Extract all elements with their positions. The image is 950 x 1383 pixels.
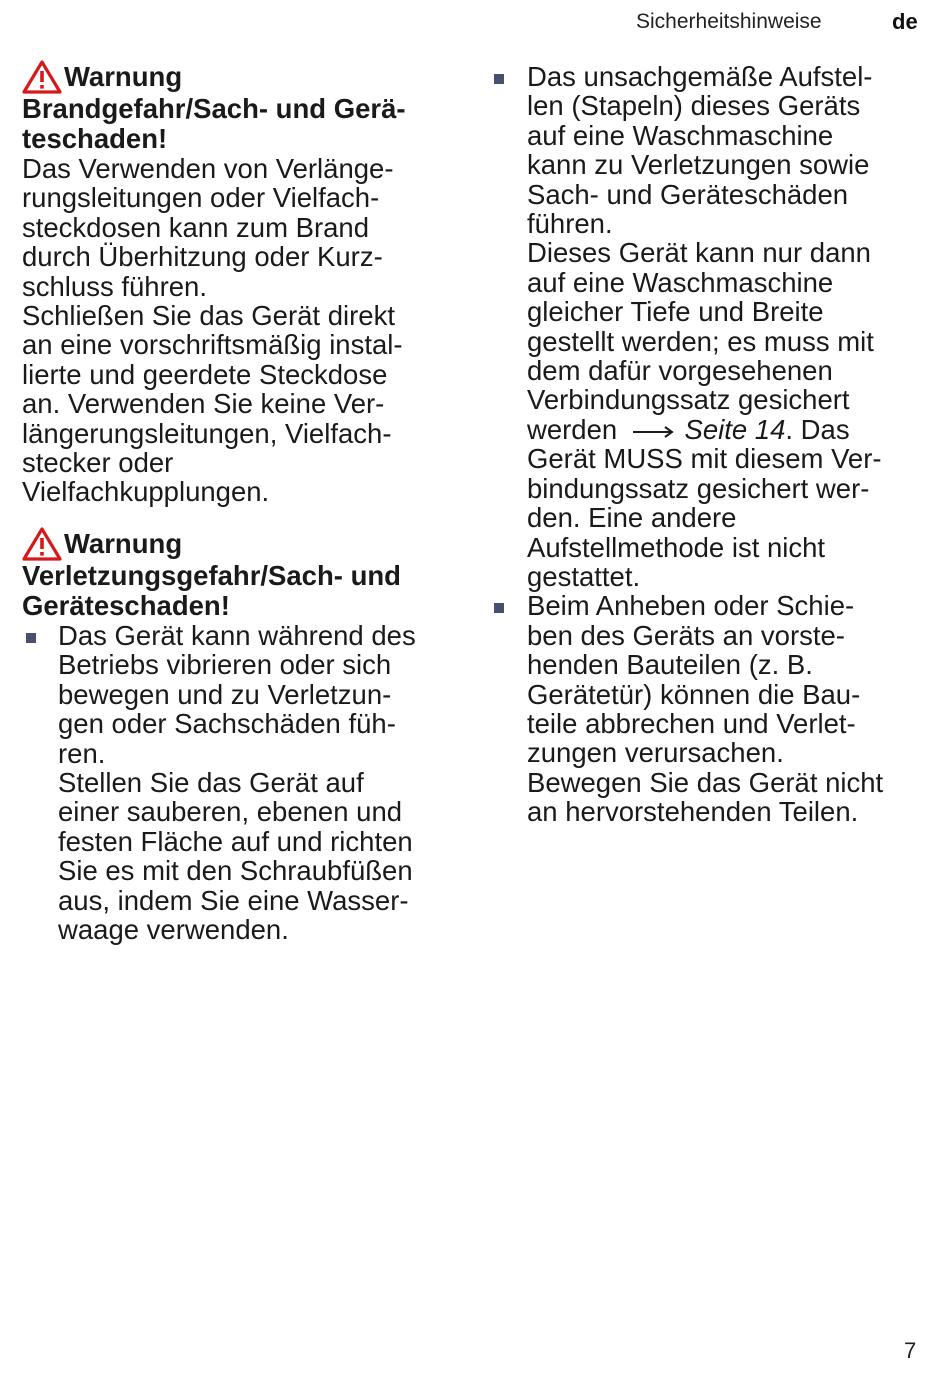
text-line: ren. bbox=[58, 737, 106, 769]
text-line: steckdosen kann zum Brand bbox=[22, 211, 369, 243]
warning-fire-heading bbox=[22, 60, 442, 154]
warning-label: Warnung bbox=[64, 527, 183, 559]
text-line: zungen verursachen. bbox=[527, 737, 784, 769]
text-line: kann zu Verletzungen sowie bbox=[527, 149, 870, 181]
text-line: auf eine Waschmaschine bbox=[527, 119, 834, 151]
bullet-square-icon bbox=[494, 603, 504, 613]
page-number: 7 bbox=[904, 1338, 917, 1363]
text-line: längerungsleitungen, Vielfach- bbox=[22, 417, 392, 449]
text-line: gleicher Tiefe und Breite bbox=[527, 296, 824, 328]
text-line: len (Stapeln) dieses Geräts bbox=[527, 90, 861, 122]
text-line: Schließen Sie das Gerät direkt bbox=[22, 300, 395, 332]
page-header bbox=[0, 8, 950, 38]
text-line: bindungssatz gesichert wer- bbox=[527, 472, 870, 504]
bullet-square-icon bbox=[26, 633, 36, 643]
text-line: Aufstellmethode ist nicht bbox=[527, 531, 826, 563]
text-line: Verbindungssatz gesichert bbox=[527, 384, 850, 416]
text-line: an hervorstehenden Teilen. bbox=[527, 796, 859, 828]
warning-label: Warnung bbox=[64, 61, 183, 92]
warning-title-line: teschaden! bbox=[22, 123, 168, 154]
list-item bbox=[490, 62, 930, 591]
warning-fire-body bbox=[22, 154, 442, 507]
text-line: ben des Geräts an vorste- bbox=[527, 619, 845, 651]
page-reference-line bbox=[527, 415, 930, 444]
text-line: bewegen und zu Verletzun- bbox=[58, 678, 392, 710]
text-line: Dieses Gerät kann nur dann bbox=[527, 237, 871, 269]
page-reference-link[interactable]: Seite 14 bbox=[684, 413, 786, 445]
text-line: aus, indem Sie eine Wasser- bbox=[58, 884, 409, 916]
text-line: durch Überhitzung oder Kurz- bbox=[22, 241, 383, 273]
warning-triangle-icon bbox=[22, 527, 62, 561]
text-line: henden Bauteilen (z. B. bbox=[527, 649, 813, 681]
language-code: de bbox=[892, 9, 918, 34]
text-line: teile abbrechen und Verlet- bbox=[527, 707, 856, 739]
text-line: Sie es mit den Schraubfüßen bbox=[58, 855, 413, 887]
text-line: Das Verwenden von Verlänge- bbox=[22, 153, 394, 184]
text-line: stecker oder bbox=[22, 447, 174, 479]
text-line: Gerätetür) können die Bau- bbox=[527, 678, 861, 710]
text-fragment: werden bbox=[527, 413, 618, 445]
text-line: einer sauberen, ebenen und bbox=[58, 796, 403, 828]
text-line: Vielfachkupplungen. bbox=[22, 476, 270, 508]
text-line: an eine vorschriftsmäßig instal- bbox=[22, 329, 403, 361]
text-line: lierte und geerdete Steckdose bbox=[22, 358, 388, 390]
text-line: gestattet. bbox=[527, 560, 641, 592]
text-line: Sach- und Geräteschäden bbox=[527, 178, 849, 210]
bullet-square-icon bbox=[494, 74, 504, 84]
text-line: führen. bbox=[527, 208, 613, 240]
text-line: Beim Anheben oder Schie- bbox=[527, 590, 855, 622]
text-line: rungsleitungen oder Vielfach- bbox=[22, 182, 380, 214]
text-line: den. Eine andere bbox=[527, 502, 737, 534]
text-line: waage verwenden. bbox=[58, 913, 289, 945]
text-line: Gerät MUSS mit diesem Ver- bbox=[527, 443, 882, 475]
text-line: Das unsachgemäße Aufstel- bbox=[527, 61, 873, 92]
text-line: Bewegen Sie das Gerät nicht bbox=[527, 766, 884, 798]
text-line: festen Fläche auf und richten bbox=[58, 825, 413, 857]
text-line: an. Verwenden Sie keine Ver- bbox=[22, 388, 385, 420]
warning-triangle-icon bbox=[22, 60, 62, 94]
text-line: schluss führen. bbox=[22, 270, 207, 302]
spacer bbox=[22, 507, 442, 527]
text-line: dem dafür vorgesehenen bbox=[527, 355, 833, 387]
warning-title-line: Verletzungsgefahr/Sach- und bbox=[22, 559, 401, 591]
text-line: Stellen Sie das Gerät auf bbox=[58, 766, 364, 798]
section-title: Sicherheitshinweise bbox=[636, 10, 822, 33]
long-right-arrow-icon bbox=[625, 422, 677, 442]
list-item bbox=[22, 621, 442, 944]
text-line: gen oder Sachschäden füh- bbox=[58, 708, 396, 740]
warning-title-line: Geräteschaden! bbox=[22, 589, 230, 621]
warning-injury-heading bbox=[22, 527, 442, 621]
text-line: auf eine Waschmaschine bbox=[527, 266, 834, 298]
left-column bbox=[22, 60, 442, 944]
text-fragment: . Das bbox=[785, 413, 850, 445]
text-line: gestellt werden; es muss mit bbox=[527, 325, 874, 357]
text-line: Betriebs vibrieren oder sich bbox=[58, 649, 392, 681]
right-column bbox=[490, 62, 930, 827]
warning-title-line: Brandgefahr/Sach- und Gerä- bbox=[22, 93, 406, 124]
list-item bbox=[490, 591, 930, 826]
text-line: Das Gerät kann während des bbox=[58, 619, 416, 651]
